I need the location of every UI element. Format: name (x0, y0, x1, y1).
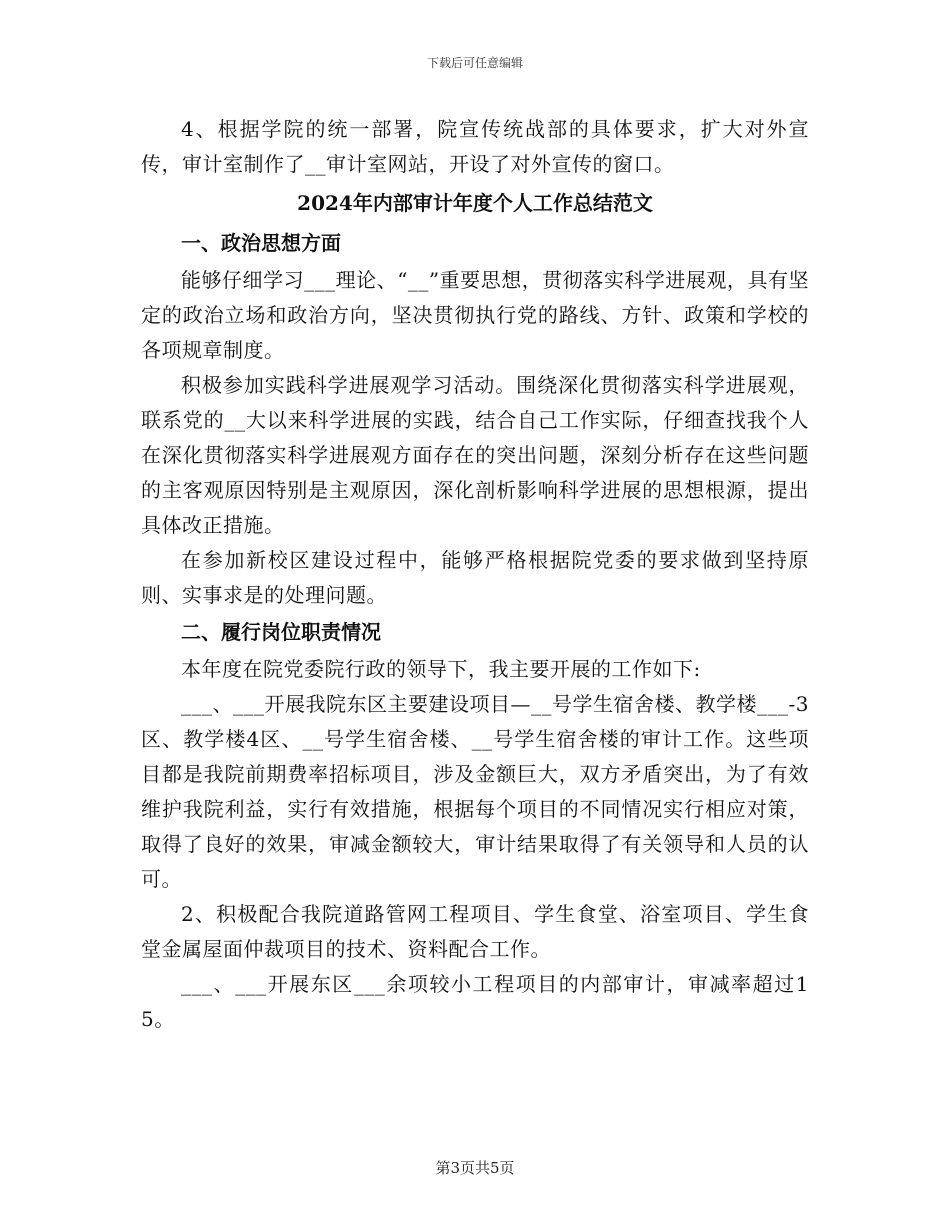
document-title: 2024年内部审计年度个人工作总结范文 (297, 191, 653, 215)
paragraph: 能够仔细学习___理论、“__”重要思想，贯彻落实科学进展观，具有坚定的政治立场和政治方向，坚决贯彻执行党的路线、方针、政策和学校的各项规章制度。 (141, 268, 809, 362)
paragraph: 本年度在院党委院行政的领导下，我主要开展的工作如下: (181, 657, 701, 681)
paragraph: ___、___开展东区___余项较小工程项目的内部审计，审减率超过15。 (141, 972, 809, 1031)
paragraph: 2、积极配合我院道路管网工程项目、学生食堂、浴室项目、学生食堂金属屋面仲裁项目的技术、资料配合工作。 (141, 902, 809, 961)
section-heading-duties: 二、履行岗位职责情况 (181, 620, 381, 644)
section-heading-politics: 一、政治思想方面 (181, 231, 341, 255)
paragraph: 积极参加实践科学进展观学习活动。围绕深化贯彻落实科学进展观，联系党的__大以来科学进展的实践，结合自己工作实际，仔细查找我个人在深化贯彻落实科学进展观方面存在的突出问题，深刻分析存在这些问题的主客观原因特别是主观原因，深化剖析影响科学进展的思想根源，提出具体改正措施。 (141, 373, 809, 537)
document-body (141, 112, 809, 1037)
page-number-footer: 第3页共5页 (435, 1159, 515, 1177)
header-note: 下载后可任意编辑 (426, 56, 523, 70)
paragraph-intro: 4、根据学院的统一部署，院宣传统战部的具体要求，扩大对外宣传，审计室制作了__审计室网站，开设了对外宣传的窗口。 (141, 117, 809, 176)
paragraph: 在参加新校区建设过程中，能够严格根据院党委的要求做到坚持原则、实事求是的处理问题。 (141, 548, 809, 607)
paragraph: ___、___开展我院东区主要建设项目—__号学生宿舍楼、教学楼___-3区、教学楼4区、__号学生宿舍楼、__号学生宿舍楼的审计工作。这些项目都是我院前期费率招标项目，涉及金额巨大，双方矛盾突出，为了有效维护我院利益，实行有效措施，根据每个项目的不同情况实行相应对策，取得了良好的效果，审减金额较大，审计结果取得了有关领导和人员的认可。 (141, 692, 809, 891)
